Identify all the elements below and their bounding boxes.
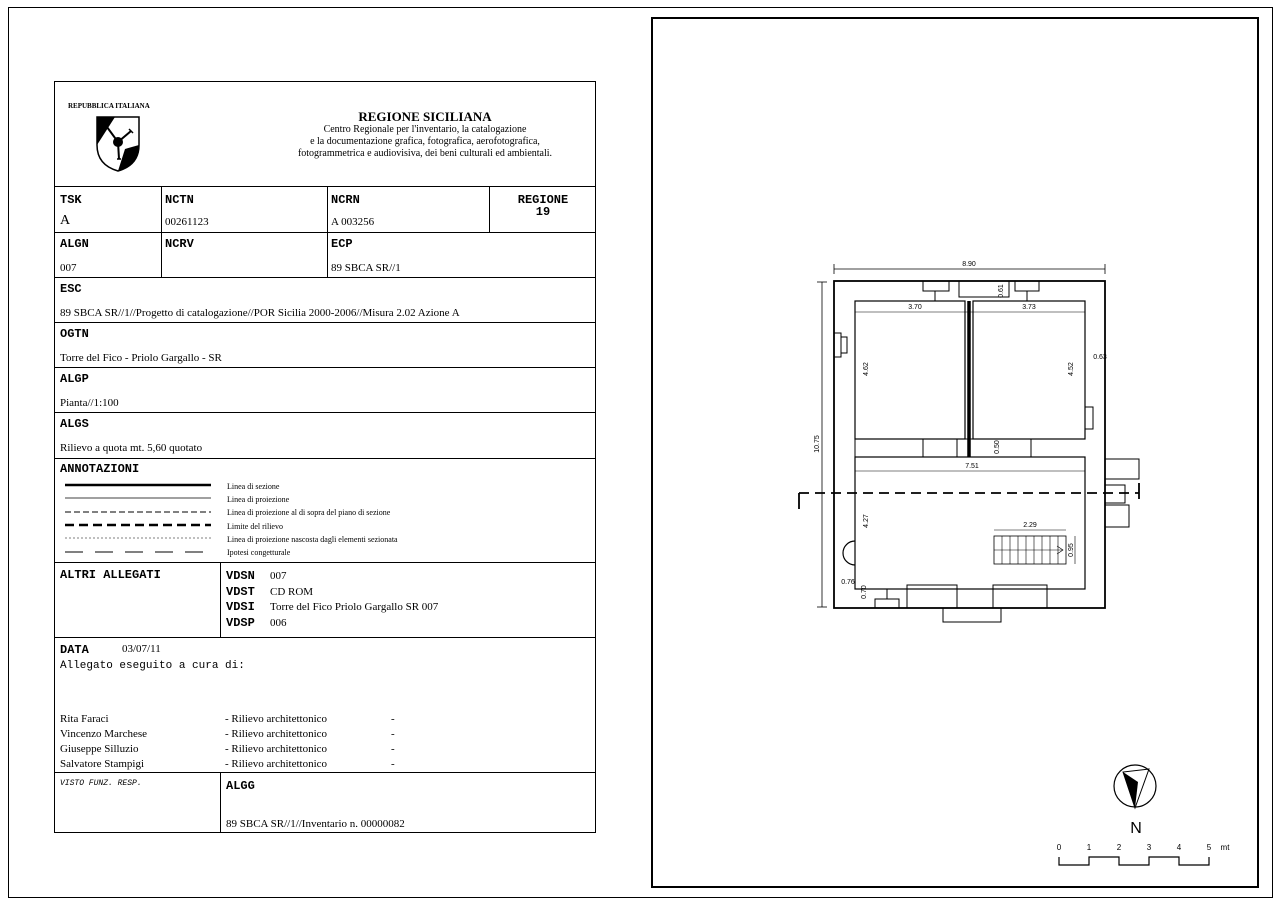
north-label: N [1130,820,1142,837]
legend-item: Linea di proiezione al di sopra del piano di sezione [227,508,391,518]
dim-label: 7.51 [965,463,979,470]
dim-label: 0.63 [1093,354,1107,361]
algp-value: Pianta//1:100 [60,397,119,409]
tsk-label: TSK [60,193,82,207]
algp-label: ALGP [60,372,89,386]
person-dash: - [391,713,395,725]
ogtn-value: Torre del Fico - Priolo Gargallo - SR [60,352,222,364]
data-label: DATA [60,643,89,657]
divider [55,458,595,459]
ncrn-label: NCRN [331,193,360,207]
person-role: - Rilievo architettonico [225,713,328,725]
center-line: Centro Regionale per l'inventario, la catalogazione [323,124,527,135]
allegato-value: 007 [270,570,287,582]
dim-label: 2.29 [1023,522,1037,529]
allegato-code: VDSI [226,600,255,614]
allegato-value: Torre del Fico Priolo Gargallo SR 007 [270,601,439,613]
allegato-row [226,584,438,600]
nctn-value: 00261123 [165,216,209,228]
legend-item: Linea di sezione [227,482,280,491]
divider [220,772,221,833]
tsk-value: A [60,213,71,228]
scale-tick: 2 [1116,843,1122,852]
dim-label: 8.90 [962,261,976,268]
scale-bar [1057,843,1230,865]
divider [55,367,595,368]
algs-value: Rilievo a quota mt. 5,60 quotato [60,442,203,454]
algg-value: 89 SBCA SR//1//Inventario n. 00000082 [226,818,405,830]
legend-item: Ipotesi congetturale [227,548,291,558]
ecp-value: 89 SBCA SR//1 [331,262,401,274]
visto-label: VISTO FUNZ. RESP. [60,779,142,788]
room-upper-left [855,301,965,439]
staircase [994,536,1066,564]
divider [55,412,595,413]
allegato-code: VDSP [226,615,255,630]
person-name: Rita Faraci [60,713,109,725]
floor-plan-panel [651,17,1259,888]
floor-plan-drawing [653,19,1257,886]
allegato-code: VDSN [226,569,255,583]
room-lower [855,457,1085,589]
person-name: Salvatore Stampigi [60,758,145,770]
person-name: Vincenzo Marchese [60,728,147,740]
dim-label: 3.73 [1022,304,1036,311]
person-dash: - [391,743,395,755]
wall-niche [843,541,855,565]
algn-label: ALGN [60,237,89,251]
nctn-label: NCTN [165,193,194,207]
divider [55,277,595,278]
divider [55,232,595,233]
allegato-row [226,599,438,615]
dim-label: 0.61 [998,284,1005,298]
scale-tick: 1 [1086,843,1092,852]
legend-item: Linea di proiezione [227,495,290,505]
dim-label: 0.70 [861,585,868,599]
regione-value: 19 [535,205,551,219]
external-step [943,608,1001,622]
curated-by: Allegato eseguito a cura di: [60,660,245,672]
person-row [60,757,460,772]
esc-value: 89 SBCA SR//1//Progetto di catalogazione//POR Sicilia 2000-2006//Misura 2.02 Azione A [60,307,460,319]
algn-value: 007 [60,262,77,274]
person-dash: - [391,758,395,770]
legend-item: Limite del rilievo [227,521,283,531]
person-dash: - [391,728,395,740]
scale-tick: 4 [1176,843,1182,852]
legend-item: Linea di proiezione nascosta dagli elementi sezionata [227,534,398,544]
person-role: - Rilievo architettonico [225,758,328,770]
ncrn-value: A 003256 [331,216,375,228]
line-legend-samples [65,480,213,560]
region-coat-of-arms-icon [95,115,141,173]
legend-labels [227,480,398,559]
people-list [60,712,460,772]
dim-label: 0.76 [841,579,855,586]
center-lines [275,124,575,160]
allegato-row [226,615,438,631]
allegati-list [226,568,438,630]
dim-label: 0.50 [994,440,1001,454]
person-name: Giuseppe Silluzio [60,743,139,755]
data-date: 03/07/11 [122,643,161,655]
dim-label: 4.52 [1068,362,1075,376]
dim-label: 4.62 [863,362,870,376]
divider [55,562,595,563]
allegato-value: 006 [270,616,287,629]
north-arrow-icon [1114,765,1156,808]
allegato-code: VDST [226,584,255,599]
person-row [60,742,460,757]
republic-label: REPUBBLICA ITALIANA [68,102,150,110]
algs-label: ALGS [60,417,89,431]
allegato-value: CD ROM [270,585,314,598]
person-role: - Rilievo architettonico [225,728,328,740]
center-line: fotogrammetrica e audiovisiva, dei beni culturali ed ambientali. [297,148,553,159]
divider [55,186,595,187]
center-line: e la documentazione grafica, fotografica, aerofotografica, [310,136,540,147]
ogtn-label: OGTN [60,327,89,341]
altri-allegati-label: ALTRI ALLEGATI [60,568,161,582]
dim-label: 4.27 [863,514,870,528]
scale-tick: 3 [1146,843,1152,852]
dimension-overall-height [814,282,827,607]
dim-label: 3.70 [908,304,922,311]
person-row [60,712,460,727]
regione-label: REGIONE [517,193,569,207]
algg-label: ALGG [226,779,255,793]
dim-label: 0.95 [1068,543,1075,557]
annotazioni-label: ANNOTAZIONI [60,462,140,476]
region-title: REGIONE SICILIANA [358,109,492,124]
esc-label: ESC [60,282,82,296]
scale-tick: 0 [1056,843,1062,852]
divider [55,772,595,773]
person-role: - Rilievo architettonico [225,743,328,755]
divider [55,637,595,638]
allegato-row [226,568,438,584]
divider [220,562,221,637]
scale-unit: mt [1220,843,1230,852]
catalog-sheet [54,81,596,833]
dimension-overall-width [834,261,1105,274]
scale-tick: 5 [1206,843,1212,852]
dim-label: 10.75 [814,435,821,453]
ncrv-label: NCRV [165,237,194,251]
person-row [60,727,460,742]
divider [55,322,595,323]
ecp-label: ECP [331,237,353,251]
